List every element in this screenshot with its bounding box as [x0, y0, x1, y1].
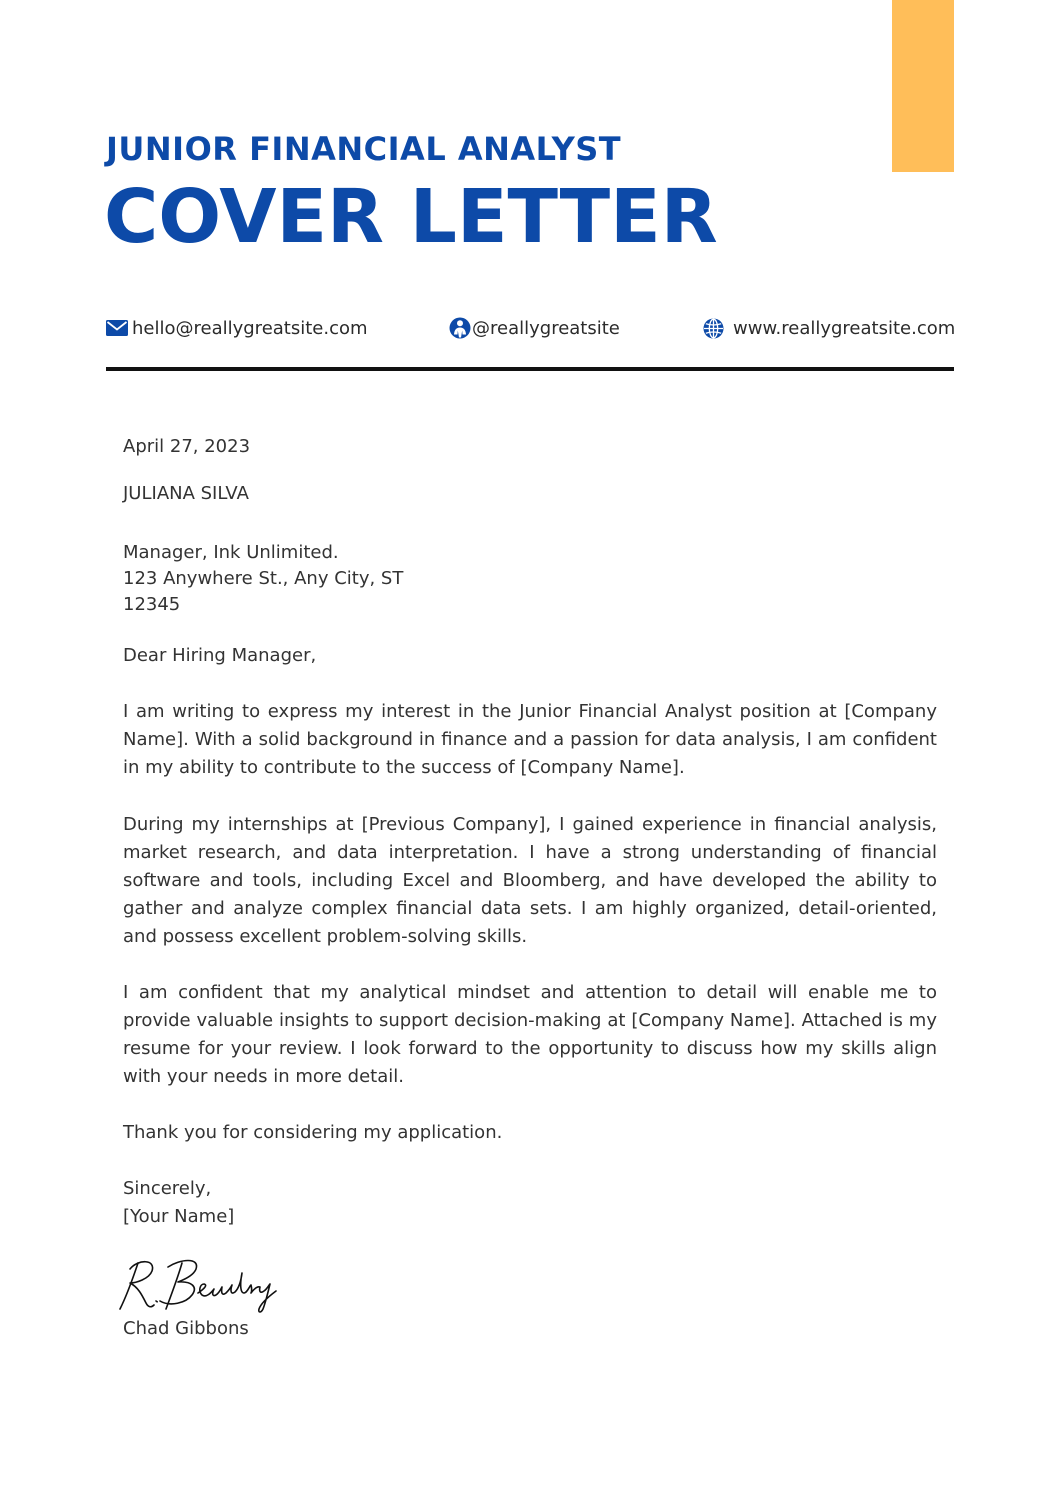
letter-greeting: Dear Hiring Manager, [123, 645, 317, 666]
signature [116, 1255, 291, 1321]
contact-website-text: www.reallygreatsite.com [733, 317, 956, 339]
letter-thanks: Thank you for considering my application. [123, 1122, 503, 1143]
contact-website[interactable] [703, 315, 955, 341]
letter-paragraph: I am confident that my analytical mindset and attention to detail will enable me to provide valuable insights to support decision-making at [Company Name]. Attached is my resume for your review. I look forward to the opportunity to discuss how my skills align with your needs in more detail. [123, 982, 937, 1087]
contact-social[interactable] [449, 315, 620, 341]
contact-email-text: hello@reallygreatsite.com [132, 317, 368, 339]
recipient-line-2: 123 Anywhere St., Any City, ST [123, 568, 404, 589]
globe-icon [703, 318, 724, 339]
signer-name: Chad Gibbons [123, 1318, 249, 1339]
letter-paragraph: During my internships at [Previous Company], I gained experience in financial analysis, market research, and data interpretation. I have a strong understanding of financial software and tools, including Excel and Bloomberg, and have developed the ability to gather and analyze complex financial data sets. I am highly organized, detail-oriented, and possess excellent problem-solving skills. [123, 814, 937, 947]
sender-name: JULIANA SILVA [123, 483, 249, 504]
letter-paragraph: I am writing to express my interest in the Junior Financial Analyst position at [Company Name]. With a solid background in finance and a passion for data analysis, I am confident in my ability to contribute to the success of [Company Name]. [123, 701, 937, 778]
contact-email[interactable] [106, 315, 368, 341]
letter-closing [123, 1175, 937, 1231]
contact-social-text: @reallygreatsite [472, 317, 620, 339]
letter-date: April 27, 2023 [123, 436, 251, 457]
recipient-line-3: 12345 [123, 594, 181, 615]
header-divider [106, 367, 954, 371]
recipient-line-1: Manager, Ink Unlimited. [123, 542, 339, 563]
email-icon [106, 320, 128, 336]
document-title: COVER LETTER [104, 174, 718, 260]
signature-image [116, 1255, 291, 1317]
user-circle-icon [449, 317, 471, 339]
document-subtitle: JUNIOR FINANCIAL ANALYST [106, 130, 622, 168]
closing-name: [Your Name] [123, 1206, 235, 1227]
recipient-address [123, 540, 937, 618]
accent-bar [892, 0, 954, 172]
closing-salutation: Sincerely, [123, 1178, 212, 1199]
